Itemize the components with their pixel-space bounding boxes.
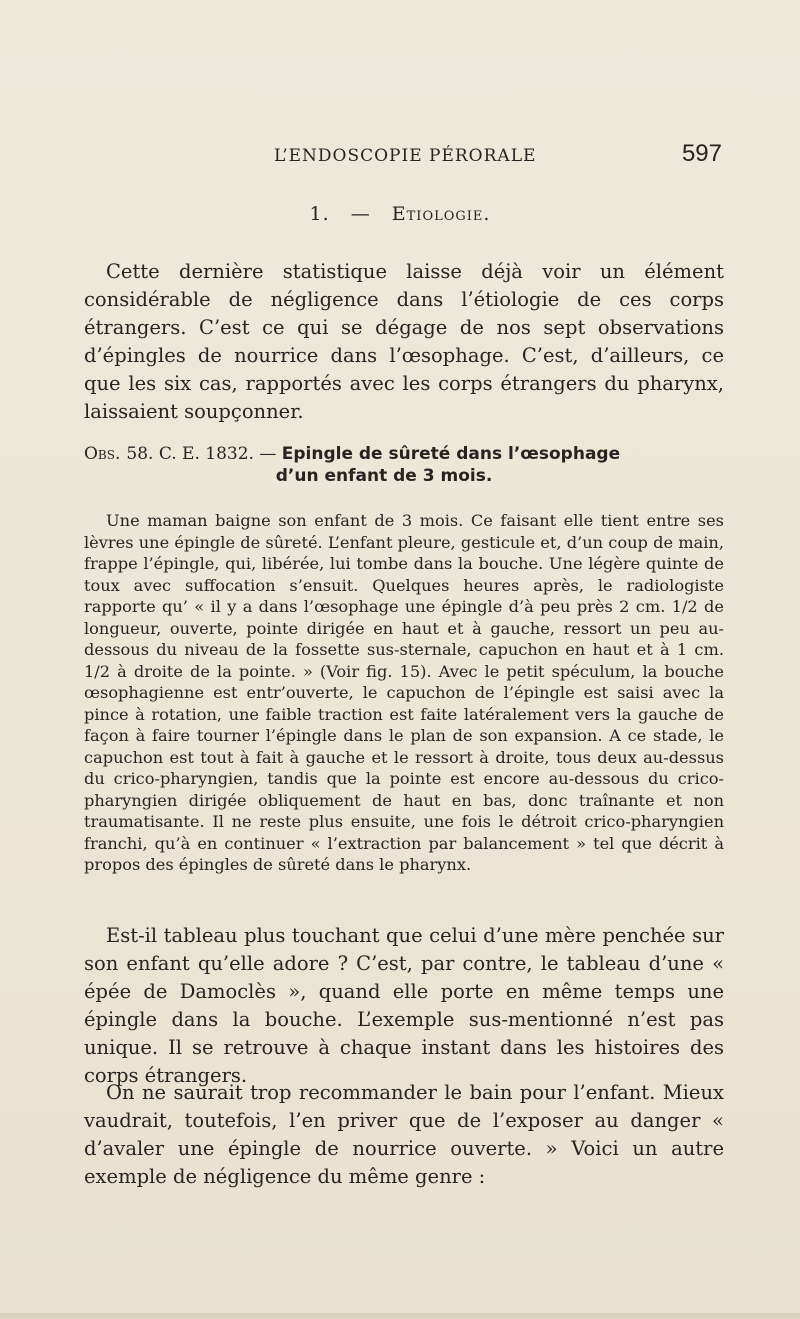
closing-paragraph: On ne saurait trop recommander le bain pour l’enfant. Mieux vaudrait, toutefois, l’en priver que de l’exposer au danger « d’avaler une épingle de nourrice ouverte. » Voici un autre exemple de négligence du même genre : <box>84 1081 724 1188</box>
intro-paragraph: Cette dernière statistique laisse déjà voir un élément considérable de négligence dans l’étiologie de ces corps étrangers. C’est ce qui se dégage de nos sept observations d’épingles de nourrice dans l’œsophage. C’est, d’ailleurs, ce que les six cas, rapportés avec les corps étrangers du pharynx, laissaient soupçonner. <box>84 260 724 423</box>
running-header <box>84 140 722 170</box>
observation-title-line1: Epingle de sûreté dans l’œsophage <box>281 444 621 464</box>
page-bottom-edge <box>0 1313 800 1319</box>
section-dash: — <box>350 203 371 225</box>
page-number: 597 <box>681 140 722 167</box>
observation-reference: 58. C. E. 1832. — <box>126 444 277 464</box>
section-heading <box>0 203 800 225</box>
section-title: Etiologie. <box>391 203 491 225</box>
observation-heading-line1 <box>84 443 724 465</box>
observation-label: Obs. <box>84 444 121 464</box>
observation-title-line2: d’un enfant de 3 mois. <box>275 466 493 486</box>
observation-heading-line2 <box>84 465 724 487</box>
observation-heading <box>84 443 724 487</box>
section-number: 1. <box>309 203 330 225</box>
running-title: L’ENDOSCOPIE PÉRORALE <box>274 146 537 166</box>
commentary-paragraph: Est-il tableau plus touchant que celui d’une mère penchée sur son enfant qu’elle adore ? C’est, par contre, le tableau d’une « épée de Damoclès », quand elle porte en même temps une épingle dans la bouche. L’exemple sus-mentionné n’est pas unique. Il se retrouve à chaque instant dans les histoires des corps étrangers. <box>84 924 724 1087</box>
observation-body: Une maman baigne son enfant de 3 mois. Ce faisant elle tient entre ses lèvres une épingle de sûreté. L’enfant pleure, gesticule et, d’un coup de main, frappe l’épingle, qui, libérée, lui tombe dans la bouche. Une légère quinte de toux avec suffocation s’ensuit. Quelques heures après, le radiologiste rapporte qu’ « il y a dans l’œsophage une épingle d’à peu près 2 cm. 1/2 de longueur, ouverte, pointe dirigée en haut et à gauche, ressort un peu au-dessous du niveau de la fossette sus-sternale, capuchon en haut et à 1 cm. 1/2 à droite de la pointe. » (Voir fig. 15). Avec le petit spéculum, la bouche œsophagienne est entr’ouverte, le capuchon de l’épingle est saisi avec la pince à rotation, une faible traction est faite latéralement vers la gauche de façon à faire tourner l’épingle dans le plan de son expansion. A ce stade, le capuchon est tout à fait à gauche et le ressort à droite, tous deux au-dessus du crico-pharyngien, tandis que la pointe est encore au-dessous du crico-pharyngien dirigée obliquement de haut en bas, donc traînante et non traumatisante. Il ne reste plus ensuite, une fois le détroit crico-pharyngien franchi, qu’à en continuer « l’extraction par balancement » tel que décrit à propos des épingles de sûreté dans le pharynx. <box>84 511 724 874</box>
